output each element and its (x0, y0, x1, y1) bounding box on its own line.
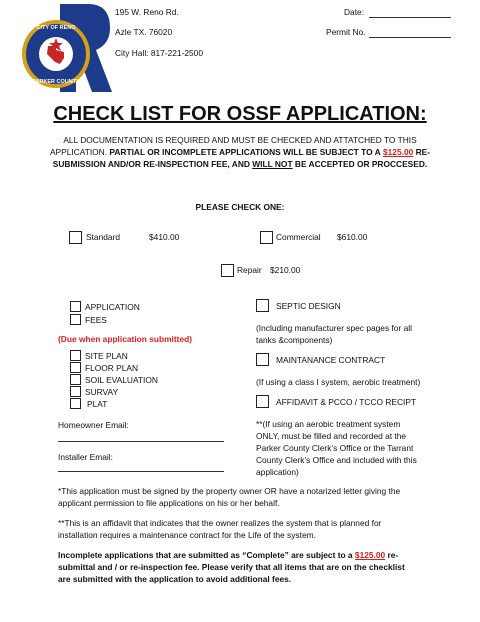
plat-label: PLAT (87, 399, 108, 409)
septic-note-2: tanks &components) (256, 335, 333, 345)
note-3-text-a: Incomplete applications that are submitted as “Complete” are subject to a (58, 550, 353, 560)
note-3-text-b: re- (387, 550, 399, 560)
note-1-line-2: applicant permission to file applications on his or her behalf. (58, 498, 280, 508)
site-plan-label: SITE PLAN (85, 351, 128, 361)
survay-checkbox[interactable] (70, 386, 81, 397)
city-hall-phone: City Hall: 817-221-2500 (115, 48, 203, 58)
homeowner-email-field[interactable] (58, 441, 224, 442)
septic-design-label: SEPTIC DESIGN (276, 301, 341, 311)
permit-label: Permit No. (326, 27, 366, 37)
date-label: Date: (344, 7, 365, 17)
floor-plan-label: FLOOR PLAN (85, 363, 139, 373)
affidavit-label: AFFIDAVIT & PCCO / TCCO RECIPT (276, 397, 417, 407)
address-line-2: Azle TX. 76020 (115, 27, 173, 37)
note-3-line-1 (58, 550, 398, 560)
affidavit-note-4: County Clerk’s Office and included with this (256, 455, 417, 465)
intro-line-1 (0, 135, 480, 145)
commercial-checkbox[interactable] (260, 231, 273, 244)
application-label: APPLICATION (85, 302, 140, 312)
commercial-price: $610.00 (337, 232, 368, 242)
intro-text-3c: BE ACCEPTED OR PROCCESED. (294, 159, 428, 169)
note-2-line-2: installation requires a maintenance contract for the Life of the system. (58, 530, 316, 540)
city-seal-logo (18, 2, 113, 97)
note-1-line-1: *This application must be signed by the property owner OR have a notarized letter giving the (58, 486, 401, 496)
maintenance-contract-label: MAINTANANCE CONTRACT (276, 355, 386, 365)
intro-will-not: WILL NOT (252, 159, 293, 169)
installer-email-label: Installer Email: (58, 452, 113, 462)
fees-checkbox[interactable] (70, 314, 81, 325)
intro-line-2 (0, 147, 480, 157)
date-field[interactable] (369, 17, 451, 18)
installer-email-field[interactable] (58, 471, 224, 472)
seal-bottom-text: PARKER COUNTY (32, 79, 80, 85)
note-3-line-2: submittal and / or re-inspection fee. Please verify that all items that are on the checklist (58, 562, 405, 572)
affidavit-note-3: Parker County Clerk’s Office or the Tarrant (256, 443, 414, 453)
affidavit-note-5: application) (256, 467, 299, 477)
standard-price: $410.00 (149, 232, 180, 242)
address-line-1: 195 W. Reno Rd. (115, 7, 179, 17)
repair-price: $210.00 (270, 265, 301, 275)
standard-label: Standard (86, 232, 120, 242)
septic-design-checkbox[interactable] (256, 299, 269, 312)
intro-text-1: ALL DOCUMENTATION IS REQUIRED AND MUST BE CHECKED AND ATTATCHED TO THIS (63, 135, 417, 145)
note-3-fee: $125.00 (354, 550, 386, 560)
application-checkbox[interactable] (70, 301, 81, 312)
affidavit-checkbox[interactable] (256, 395, 269, 408)
page-title: CHECK LIST FOR OSSF APPLICATION: (53, 103, 427, 125)
due-note: (Due when application submitted) (58, 334, 193, 344)
affidavit-note-1: **(If using an aerobic treatment system (256, 419, 401, 429)
plat-checkbox[interactable] (70, 398, 81, 409)
commercial-label: Commercial (276, 232, 321, 242)
please-check-one: PLEASE CHECK ONE: (195, 202, 285, 212)
affidavit-note-2: ONLY, must be filled and recorded at the (256, 431, 407, 441)
intro-text-3a: SUBMISSION AND/OR RE-INSPECTION FEE, AND (52, 159, 250, 169)
note-3-line-3: are submitted with the application to avoid additional fees. (58, 574, 292, 584)
fees-label: FEES (85, 315, 107, 325)
septic-note-1: (Including manufacturer spec pages for all (256, 323, 412, 333)
repair-checkbox[interactable] (221, 264, 234, 277)
seal-top-text: CITY OF RENO (36, 25, 76, 31)
site-plan-checkbox[interactable] (70, 350, 81, 361)
repair-label: Repair (237, 265, 262, 275)
permit-number-field[interactable] (369, 37, 451, 38)
intro-text-2c: RE- (415, 147, 431, 157)
standard-checkbox[interactable] (69, 231, 82, 244)
maintenance-note: (If using a class I system, aerobic treatment) (256, 377, 421, 387)
maintenance-contract-checkbox[interactable] (256, 353, 269, 366)
soil-evaluation-checkbox[interactable] (70, 374, 81, 385)
intro-line-3 (0, 159, 480, 169)
floor-plan-checkbox[interactable] (70, 362, 81, 373)
homeowner-email-label: Homeowner Email: (58, 420, 129, 430)
survay-label: SURVAY (85, 387, 119, 397)
note-2-line-1: **This is an affidavit that indicates that the owner realizes the system that is planned for (58, 518, 382, 528)
intro-text-2b: PARTIAL OR INCOMPLETE APPLICATIONS WILL BE SUBJECT TO A (109, 147, 381, 157)
soil-evaluation-label: SOIL EVALUATION (85, 375, 158, 385)
intro-text-2a: APPLICATION. (49, 147, 108, 157)
intro-fee: $125.00 (382, 147, 414, 157)
